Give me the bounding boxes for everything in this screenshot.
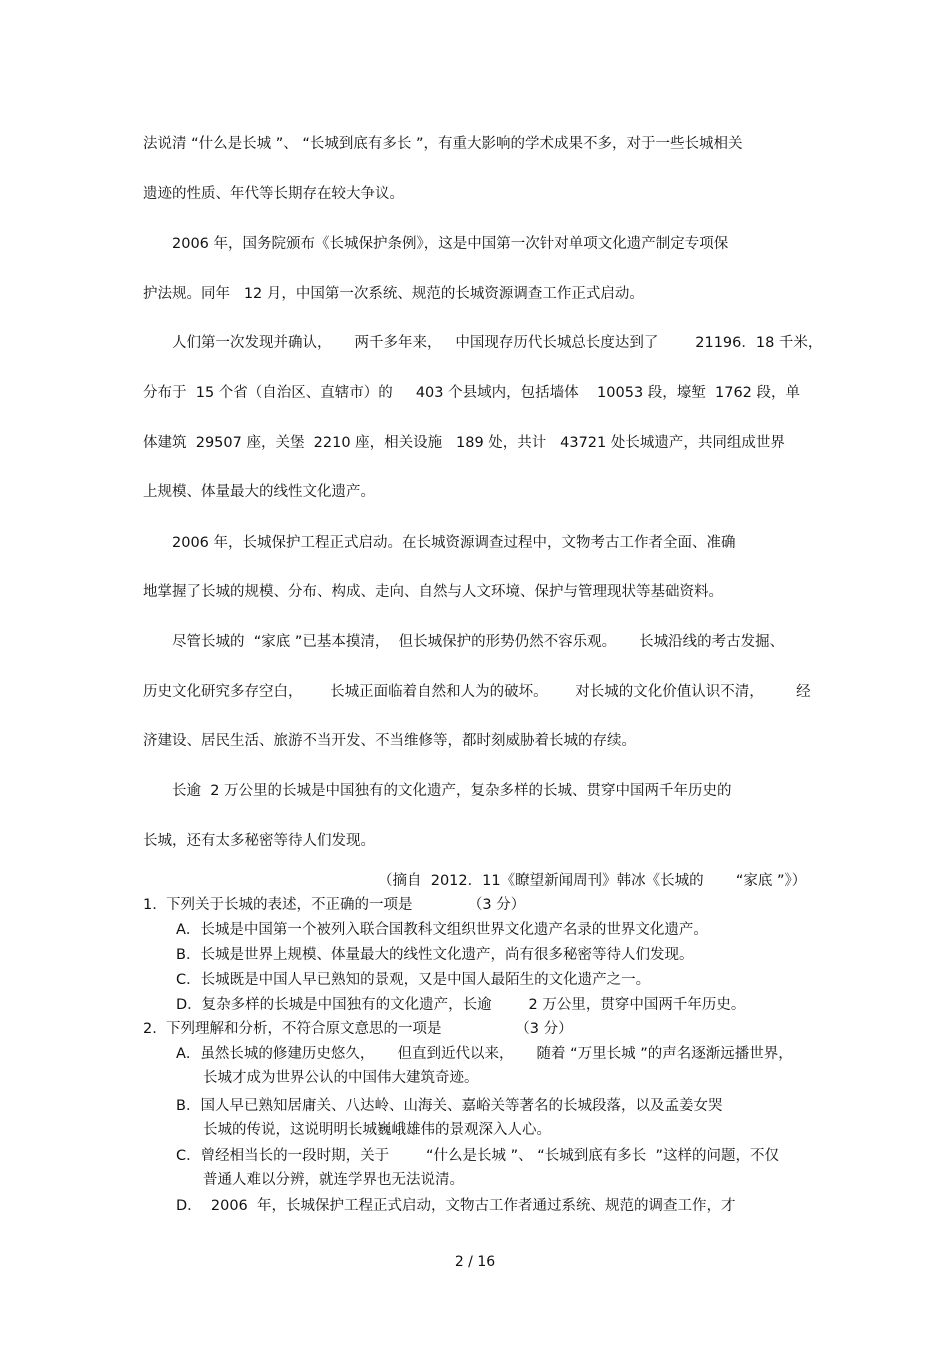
answer-option-b-continued: 长城的传说，这说明明长城巍峨雄伟的景观深入人心。 — [203, 1122, 551, 1138]
passage-line: 地掌握了长城的规模、分布、构成、走向、自然与人文环境、保护与管理现状等基础资料。 — [143, 584, 723, 600]
passage-line: 护法规。同年 12 月，中国第一次系统、规范的长城资源调查工作正式启动。 — [143, 286, 644, 302]
answer-option-b: B．长城是世界上规模、体量最大的线性文化遗产，尚有很多秘密等待人们发现。 — [176, 947, 694, 963]
answer-option-c-continued: 普通人难以分辨，就连学界也无法说清。 — [203, 1172, 464, 1188]
passage-line: 上规模、体量最大的线性文化遗产。 — [143, 484, 375, 500]
passage-line: 法说清 “什么是长城 ”、 “长城到底有多长 ”，有重大影响的学术成果不多，对于一些长城相关 — [143, 136, 743, 152]
passage-line: 遗迹的性质、年代等长期存在较大争议。 — [143, 186, 404, 202]
answer-option-a: A．虽然长城的修建历史悠久， 但直到近代以来， 随着 “万里长城 ”的声名逐渐远播世界， — [176, 1046, 793, 1062]
answer-option-a-continued: 长城才成为世界公认的中国伟大建筑奇迹。 — [203, 1070, 479, 1086]
answer-option-b: B．国人早已熟知居庸关、八达岭、山海关、嘉峪关等著名的长城段落，以及孟姜女哭 — [176, 1098, 723, 1114]
passage-line: 长城，还有太多秘密等待人们发现。 — [143, 833, 375, 849]
passage-line: 分布于 15 个省（自治区、直辖市）的 403 个县域内，包括墙体 10053 段，壕堑 1762 段，单 — [143, 385, 801, 401]
question-stem: 2. 下列理解和分析，不符合原文意思的一项是 （3 分） — [143, 1021, 573, 1037]
passage-line: 2006 年，国务院颁布《长城保护条例》，这是中国第一次针对单项文化遗产制定专项保 — [172, 236, 729, 252]
passage-line: 历史文化研究多存空白， 长城正面临着自然和人为的破坏。 对长城的文化价值认识不清， 经 — [143, 684, 811, 700]
answer-option-a: A．长城是中国第一个被列入联合国教科文组织世界文化遗产名录的世界文化遗产。 — [176, 922, 708, 938]
answer-option-d: D． 2006 年，长城保护工程正式启动，文物古工作者通过系统、规范的调查工作，才 — [176, 1198, 736, 1214]
answer-option-c: C．曾经相当长的一段时期，关于 “什么是长城 ”、 “长城到底有多长 ”这样的问题，不仅 — [176, 1148, 779, 1164]
passage-line: 济建设、居民生活、旅游不当开发、不当维修等，都时刻威胁着长城的存续。 — [143, 733, 636, 749]
page-number: 2 / 16 — [454, 1254, 496, 1270]
passage-line: 人们第一次发现并确认， 两千多年来， 中国现存历代长城总长度达到了 21196．18 千米， — [172, 335, 823, 351]
answer-option-d: D．复杂多样的长城是中国独有的文化遗产，长逾 2 万公里，贯穿中国两千年历史。 — [176, 997, 746, 1013]
passage-line: 长逾 2 万公里的长城是中国独有的文化遗产，复杂多样的长城、贯穿中国两千年历史的 — [172, 783, 732, 799]
passage-line: 2006 年，长城保护工程正式启动。在长城资源调查过程中，文物考古工作者全面、准确 — [172, 535, 736, 551]
passage-line: 尽管长城的 “家底 ”已基本摸清， 但长城保护的形势仍然不容乐观。 长城沿线的考古发掘、 — [172, 634, 785, 650]
passage-line: 体建筑 29507 座，关堡 2210 座，相关设施 189 处，共计 43721 处长城遗产，共同组成世界 — [143, 435, 785, 451]
answer-option-c: C．长城既是中国人早已熟知的景观，又是中国人最陌生的文化遗产之一。 — [176, 972, 651, 988]
source-citation: （摘自 2012．11《瞭望新闻周刊》韩冰《长城的 “家底 ”》） — [378, 873, 807, 889]
question-stem: 1. 下列关于长城的表述，不正确的一项是 （3 分） — [143, 897, 526, 913]
